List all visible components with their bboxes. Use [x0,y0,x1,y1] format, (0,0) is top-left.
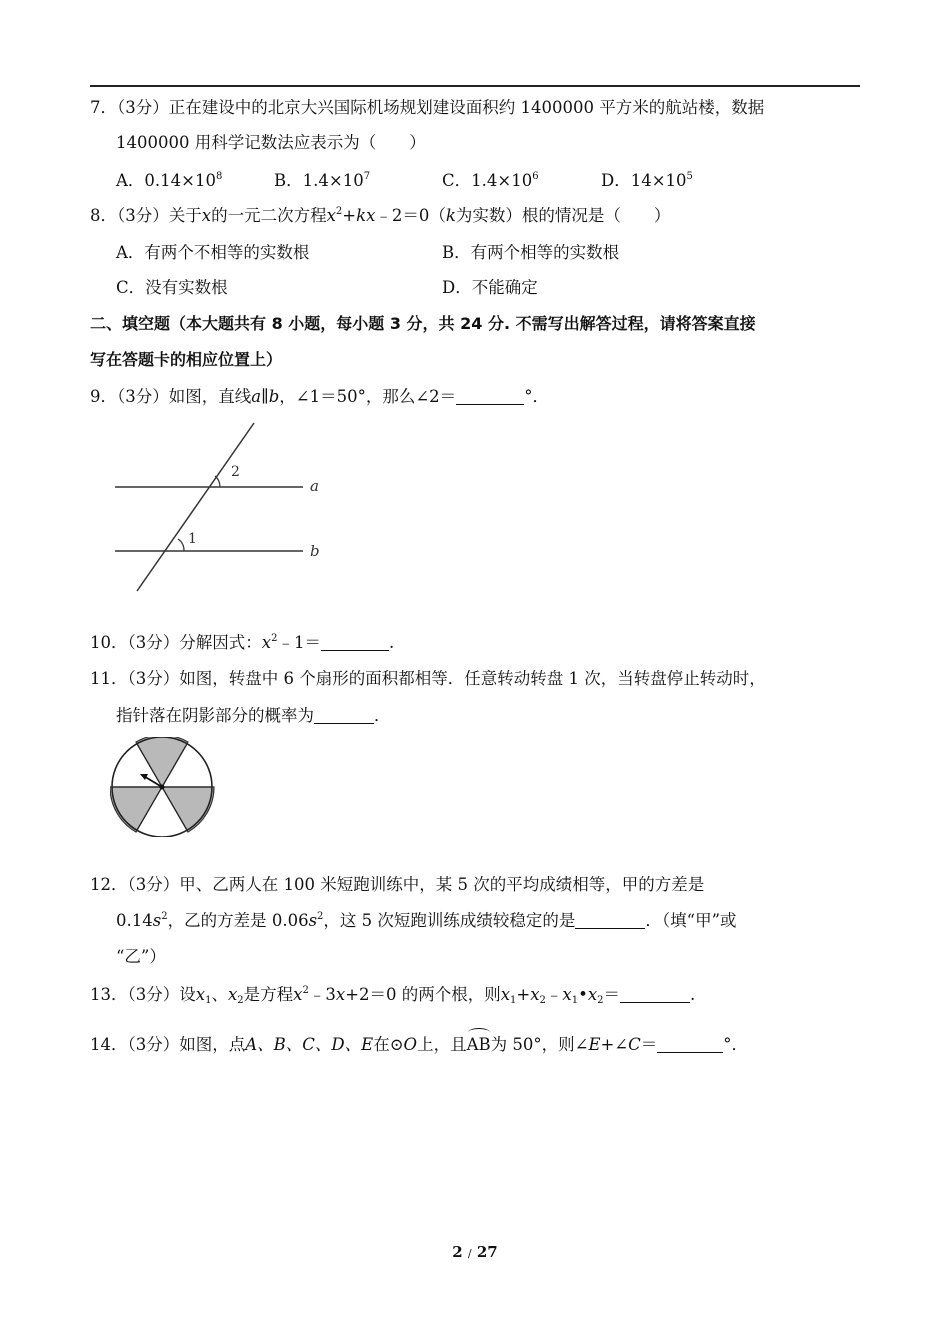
q7-option-b [274,170,370,192]
q12-square-1: 2 [161,911,168,922]
q10-stem [90,632,394,654]
q14-text-5: +∠ [600,1035,629,1054]
q11-line2 [116,705,391,727]
q8-var-x2: x [326,206,336,225]
q13-sub-6: 1 [571,995,579,1006]
q13-text-1: 13．（3分）设 [90,985,196,1004]
page-total: 27 [476,1243,498,1261]
q8-text-4: ﹣2＝0（ [375,206,446,225]
q13-stem [90,984,695,1006]
q13-text-6: + [516,985,531,1004]
q14-text-4: 为 50°，则∠ [490,1035,589,1054]
q13-square: 2 [302,985,309,996]
q8-text-5: 为实数）根的情况是（ ） [455,206,671,225]
q12-line1: 12．（3分）甲、乙两人在 100 米短跑训练中，某 5 次的平均成绩相等，甲的方差是 [90,875,705,894]
q7-option-c-text: C．1.4×10 [442,171,533,190]
q8-text-1: 8．（3分）关于 [90,206,202,225]
q7-option-b-text: B．1.4×10 [274,171,364,190]
q11-line1: 11．（3分）如图，转盘中 6 个扇形的面积都相等．任意转动转盘 1 次，当转盘停止转动时， [90,669,766,688]
q12-square-2: 2 [317,911,324,922]
angle-2-label: 2 [231,464,240,480]
q14-points: A、B、C、D、E [245,1035,374,1054]
q9-stem [90,386,549,408]
q7-option-a-exp: 8 [215,171,223,182]
q8-plus: + [342,206,357,225]
q13-sub-4: 1 [510,995,517,1006]
spinner-center [160,785,165,790]
line-a-label: a [310,477,319,495]
q9-parallel: a∥b [251,387,280,406]
page-current: 2 [452,1243,463,1261]
q7-line1: 7．（3分）正在建设中的北京大兴国际机场规划建设面积约 1400000 平方米的航站楼，数据 [90,98,765,117]
q13-var-x1: x [195,985,206,1004]
q10-text-3: . [388,633,395,652]
angle-1-arc [178,539,184,551]
q8-option-b: B．有两个相等的实数根 [442,243,620,262]
q8-option-c: C．没有实数根 [116,278,228,297]
q12-text-2: ，乙的方差是 0.06 [167,911,309,930]
q12-line2 [116,910,737,932]
q8-option-d: D．不能确定 [442,278,538,297]
q14-answer-blank[interactable] [657,1036,723,1053]
q7-option-b-exp: 7 [363,171,371,182]
q13-sub-1: 1 [205,995,212,1006]
q9-answer-blank[interactable] [456,388,524,405]
q13-text-10: . [690,985,696,1004]
q7-option-a [116,170,222,192]
q12-unit-s2: s [308,911,318,930]
q10-var-x: x [261,633,272,652]
section-heading-line2: 写在答题卡的相应位置上） [90,350,283,369]
q13-answer-blank[interactable] [620,986,690,1003]
q13-var-x3: x [335,985,346,1004]
q13-var-x4: x [500,985,511,1004]
q13-var-x: x [293,985,303,1004]
q12-text-1: 0.14 [116,911,153,930]
q12-unit-s1: s [152,911,162,930]
q14-var-c: C [628,1035,641,1054]
q13-var-x5: x [530,985,540,1004]
q13-text-5: +2＝0 的两个根，则 [345,985,501,1004]
q12-line3: “乙”） [116,947,166,966]
q13-text-2: 、 [211,985,228,1004]
q10-text-1: 10．（3分）分解因式： [90,633,262,652]
q13-var-x2: x [227,985,238,1004]
q10-answer-blank[interactable] [321,634,389,651]
q11-end: ． [374,706,391,725]
q12-answer-blank[interactable] [575,912,645,929]
q13-sub-2: 2 [237,995,244,1006]
q9-text-2: ，∠1＝50°，那么∠2＝ [279,387,457,406]
q11-answer-blank[interactable] [314,707,374,724]
q8-option-a: A．有两个不相等的实数根 [116,243,310,262]
q9-figure [105,415,335,600]
q14-text-7: °． [723,1035,749,1054]
q13-text-8: • [578,985,588,1004]
q9-text-1: 9．（3分）如图，直线 [90,387,252,406]
q14-stem [90,1034,748,1056]
q14-text-2: 在⊙ [373,1035,404,1054]
q9-text-3: °． [524,387,549,406]
line-b-label: b [310,542,320,560]
shaded-sector-top [136,737,188,787]
q7-option-c-exp: 6 [532,171,539,182]
q8-var-kx: kx [356,206,376,225]
q8-var-x: x [201,206,212,225]
header-rule [90,85,860,87]
q7-option-d-exp: 5 [686,171,693,182]
q7-option-d [601,170,693,192]
q12-text-3: ，这 5 次短跑训练成绩较稳定的是 [323,911,576,930]
q8-stem [90,205,670,227]
q14-text-3: 上，且 [417,1035,467,1054]
q12-text-4: ．（填“甲”或 [645,911,737,930]
q8-var-k: k [445,206,456,225]
q14-var-o: O [403,1035,418,1054]
page-separator: / [467,1247,472,1260]
q7-line2: 1400000 用科学记数法应表示为（ ） [116,133,426,152]
q11-spinner-figure [110,737,216,837]
q13-var-x7: x [587,985,598,1004]
q13-text-4: ﹣3 [308,985,336,1004]
q14-arc-ab: AB [466,1035,491,1054]
q7-option-d-text: D．14×10 [601,171,687,190]
q13-var-x6: x [562,985,572,1004]
transversal-line [137,423,254,591]
q11-text: 指针落在阴影部分的概率为 [116,706,314,725]
q13-text-3: 是方程 [243,985,294,1004]
q7-option-c [442,170,539,192]
q10-square: 2 [271,633,278,644]
q10-text-2: ﹣1＝ [277,633,321,652]
q8-text-2: 的一元二次方程 [211,206,327,225]
q8-square: 2 [335,206,343,217]
q14-text-1: 14．（3分）如图，点 [90,1035,246,1054]
page-number [0,1243,950,1261]
q13-sub-7: 2 [597,995,604,1006]
q13-sub-5: 2 [539,995,546,1006]
q13-text-7: ﹣ [545,985,563,1004]
angle-1-label: 1 [188,531,197,547]
section-heading-line1: 二、填空题（本大题共有 8 小题，每小题 3 分，共 24 分. 不需写出解答过程，请将答案直接 [90,314,756,333]
q7-option-a-text: A．0.14×10 [116,171,216,190]
q14-var-e: E [588,1035,601,1054]
q13-text-9: ＝ [603,985,621,1004]
q14-text-6: ＝ [640,1035,658,1054]
